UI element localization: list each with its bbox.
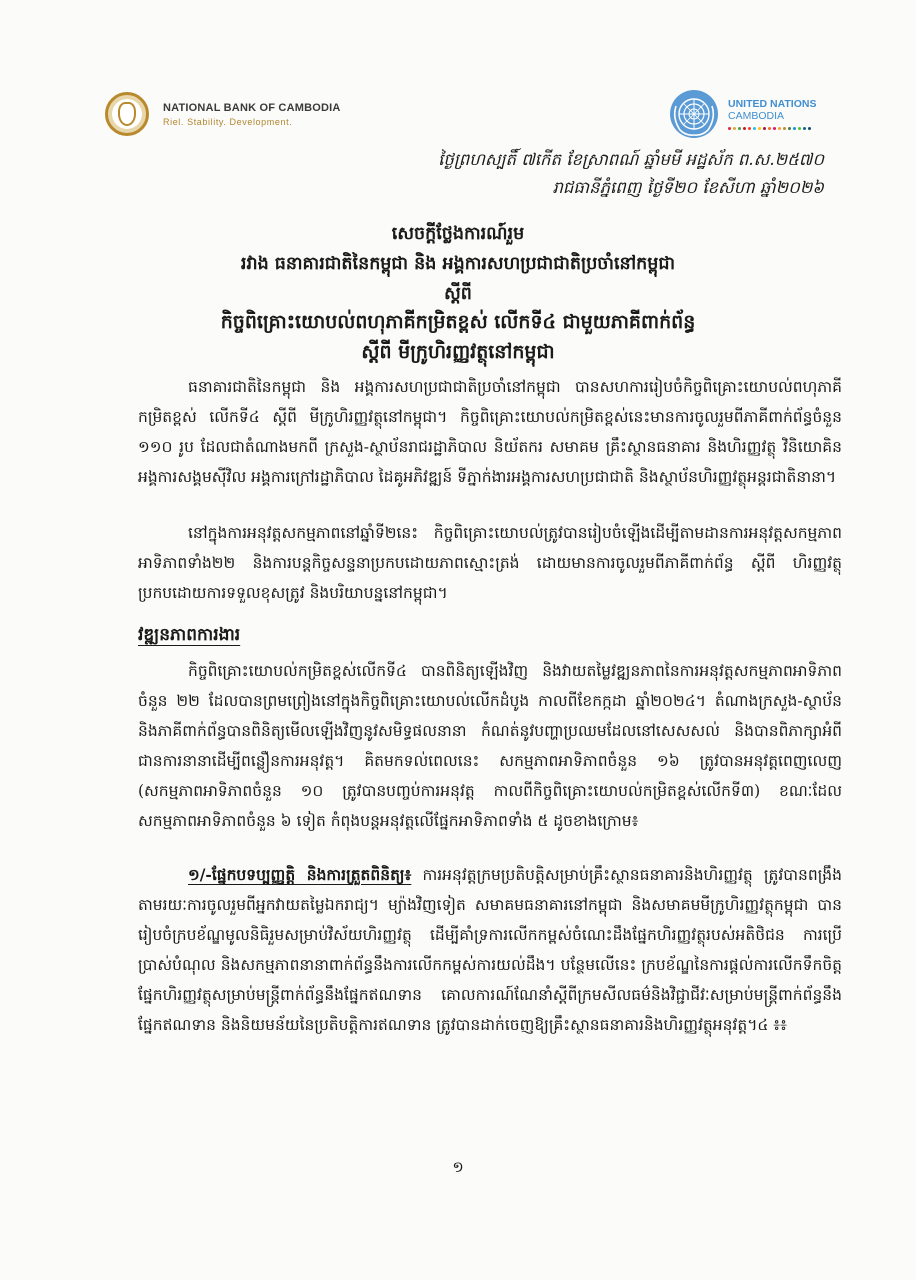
lunar-date: ថ្ងៃព្រហស្បតិ៍ ៧កើត ខែស្រាពណ៍ ឆ្នាំមមី អដ្ឋស័ក ព.ស.២៥៧០ bbox=[438, 150, 824, 169]
sdg-dot bbox=[748, 127, 751, 130]
nbc-emblem-icon bbox=[105, 92, 149, 136]
sdg-dot bbox=[743, 127, 746, 130]
sdg-dot bbox=[763, 127, 766, 130]
sdg-dot bbox=[753, 127, 756, 130]
paragraph-progress: កិច្ចពិគ្រោះយោបល់កម្រិតខ្ពស់លើកទី៤ បានពិនិត្យឡើងវិញ និងវាយតម្លៃវឌ្ឍនភាពនៃការអនុវត្តសកម្មភាពអាទិភាពចំនួន ២២ ដែលបានព្រមព្រៀងនៅក្នុងកិច្ចពិគ្រោះយោបល់លើកដំបូង កាលពីខែកក្កដា ឆ្នាំ២០២៤។ តំណាងក្រសួង-ស្ថាប័ន និងភាគីពាក់ព័ន្ធបានពិនិត្យមើលឡើងវិញនូវសមិទ្ធផលនានា កំណត់នូវបញ្ហាប្រឈមដែលនៅសេសសល់ និងបានពិភាក្សាអំពីជានការនានាដើម្បីពន្លឿនការអនុវត្ត។ គិតមកទល់ពេលនេះ សកម្មភាពអាទិភាពចំនួន ១៦ ត្រូវបានអនុវត្តពេញលេញ (សកម្មភាពអាទិភាពចំនួន ១០ ត្រូវបានបញ្ចប់ការអនុវត្ត កាលពីកិច្ចពិគ្រោះយោបល់កម្រិតខ្ពស់លើកទី៣) ខណៈដែលសកម្មភាពអាទិភាពចំនួន ៦ ទៀត កំពុងបន្តអនុវត្តលើផ្នែកអាទិភាពទាំង ៥ ដូចខាងក្រោម៖ bbox=[138, 662, 842, 830]
paragraph-regulation-lead: ១/-ផ្នែកបទប្បញ្ញត្តិ និងការត្រួតពិនិត្យ៖ bbox=[188, 865, 412, 884]
nbc-tagline: Riel. Stability. Development. bbox=[163, 116, 293, 127]
sdg-dot bbox=[768, 127, 771, 130]
sdg-color-dots bbox=[728, 127, 816, 130]
title-joint-statement: សេចក្តីថ្លែងការណ៍រួម bbox=[391, 224, 525, 244]
sdg-dot bbox=[793, 127, 796, 130]
nbc-logo bbox=[105, 92, 341, 136]
section-heading-progress: វឌ្ឍនភាពការងារ bbox=[138, 625, 241, 645]
title-subject: កិច្ចពិគ្រោះយោបល់ពហុភាគីកម្រិតខ្ពស់ លើកទី៤ ជាមួយភាគីពាក់ព័ន្ធ bbox=[220, 311, 696, 333]
title-topic: ស្តីពី មីក្រូហិរញ្ញវត្ថុនៅកម្ពុជា bbox=[361, 341, 555, 363]
un-logo bbox=[668, 88, 816, 140]
sdg-dot bbox=[783, 127, 786, 130]
page-number: ១ bbox=[452, 1158, 464, 1176]
sdg-dot bbox=[738, 127, 741, 130]
title-about: ស្តីពី bbox=[444, 284, 472, 304]
paragraph-year-two: នៅក្នុងការអនុវត្តសកម្មភាពនៅឆ្នាំទី២នេះ កិច្ចពិគ្រោះយោបល់ត្រូវបានរៀបចំឡើងដើម្បីតាមដានការអនុវត្តសកម្មភាពអាទិភាពទាំង២២ និងការបន្តកិច្ចសន្ទនាប្រកបដោយភាពស្មោះត្រង់ ដោយមានការចូលរួមពីភាគីពាក់ព័ន្ធ ស្តីពី ហិរញ្ញវត្ថុប្រកបដោយការទទួលខុសត្រូវ និងបរិយាបន្ននៅកម្ពុជា។ bbox=[138, 524, 842, 602]
nbc-name: NATIONAL BANK OF CAMBODIA bbox=[163, 101, 341, 114]
place-date: រាជធានីភ្នំពេញ ថ្ងៃទី២០ ខែសីហា ឆ្នាំ២០២៦ bbox=[552, 178, 824, 197]
paragraph-intro: ធនាគារជាតិនៃកម្ពុជា និង អង្គការសហប្រជាជាតិប្រចាំនៅកម្ពុជា បានសហការរៀបចំកិច្ចពិគ្រោះយោបល់ពហុភាគីកម្រិតខ្ពស់ លើកទី៤ ស្តីពី មីក្រូហិរញ្ញវត្ថុនៅកម្ពុជា។ កិច្ចពិគ្រោះយោបល់កម្រិតខ្ពស់នេះមានការចូលរួមពីភាគីពាក់ព័ន្ធចំនួន ១១០ រូប ដែលជាតំណាងមកពី ក្រសួង-ស្ថាប័នរាជរដ្ឋាភិបាល និយ័តករ សមាគម គ្រឹះស្ថានធនាគារ និងហិរញ្ញវត្ថុ វិនិយោគិន អង្គការសង្គមស៊ីវិល អង្គការក្រៅរដ្ឋាភិបាល ដៃគូអភិវឌ្ឍន៍ ទីភ្នាក់ងារអង្គការសហប្រជាជាតិ និងស្ថាប័នហិរញ្ញវត្ថុអន្តរជាតិនានា។ bbox=[138, 378, 842, 486]
sdg-dot bbox=[803, 127, 806, 130]
sdg-dot bbox=[808, 127, 811, 130]
paragraph-regulation: ១/-ផ្នែកបទប្បញ្ញត្តិ និងការត្រួតពិនិត្យ៖ ការអនុវត្តក្រមប្រតិបត្តិសម្រាប់គ្រឹះស្ថានធនាគារនិងហិរញ្ញវត្ថុ ត្រូវបានពង្រឹងតាមរយៈការចូលរួមពីអ្នកវាយតម្លៃឯករាជ្យ។ ម្យ៉ាងវិញទៀត សមាគមធនាគារនៅកម្ពុជា និងសមាគមមីក្រូហិរញ្ញវត្ថុកម្ពុជា បានរៀបចំក្របខ័ណ្ឌមូលនិធិរួមសម្រាប់វិស័យហិរញ្ញវត្ថុ ដើម្បីគាំទ្រការលើកកម្ពស់ចំណេះដឹងផ្នែកហិរញ្ញវត្ថុរបស់អតិថិជន ការប្រើប្រាស់បំណុល និងសកម្មភាពនានាពាក់ព័ន្ធនឹងការលើកកម្ពស់ការយល់ដឹង។ បន្ថែមលើនេះ ក្របខ័ណ្ឌនៃការផ្តល់ការលើកទឹកចិត្តផ្នែកហិរញ្ញវត្ថុសម្រាប់មន្ត្រីពាក់ព័ន្ធនឹងផ្នែកឥណទាន គោលការណ៍ណែនាំស្តីពីក្រមសីលធម៌និងវិជ្ជាជីវៈសម្រាប់មន្ត្រីពាក់ព័ន្ធនឹងផ្នែកឥណទាន និងនិយមន័យនៃប្រតិបត្តិការឥណទាន ត្រូវបានដាក់ចេញឱ្យគ្រឹះស្ថានធនាគារនិងហិរញ្ញវត្ថុអនុវត្ត។៤ ៖៖ bbox=[138, 865, 842, 1034]
sdg-dot bbox=[788, 127, 791, 130]
un-country: CAMBODIA bbox=[728, 110, 785, 122]
un-emblem-icon bbox=[668, 88, 720, 140]
sdg-dot bbox=[773, 127, 776, 130]
title-parties: រវាង ធនាគារជាតិនៃកម្ពុជា និង អង្គការសហប្រជាជាតិប្រចាំនៅកម្ពុជា bbox=[240, 254, 676, 274]
un-name: UNITED NATIONS bbox=[728, 98, 817, 110]
sdg-dot bbox=[733, 127, 736, 130]
sdg-dot bbox=[778, 127, 781, 130]
sdg-dot bbox=[758, 127, 761, 130]
sdg-dot bbox=[728, 127, 731, 130]
sdg-dot bbox=[798, 127, 801, 130]
